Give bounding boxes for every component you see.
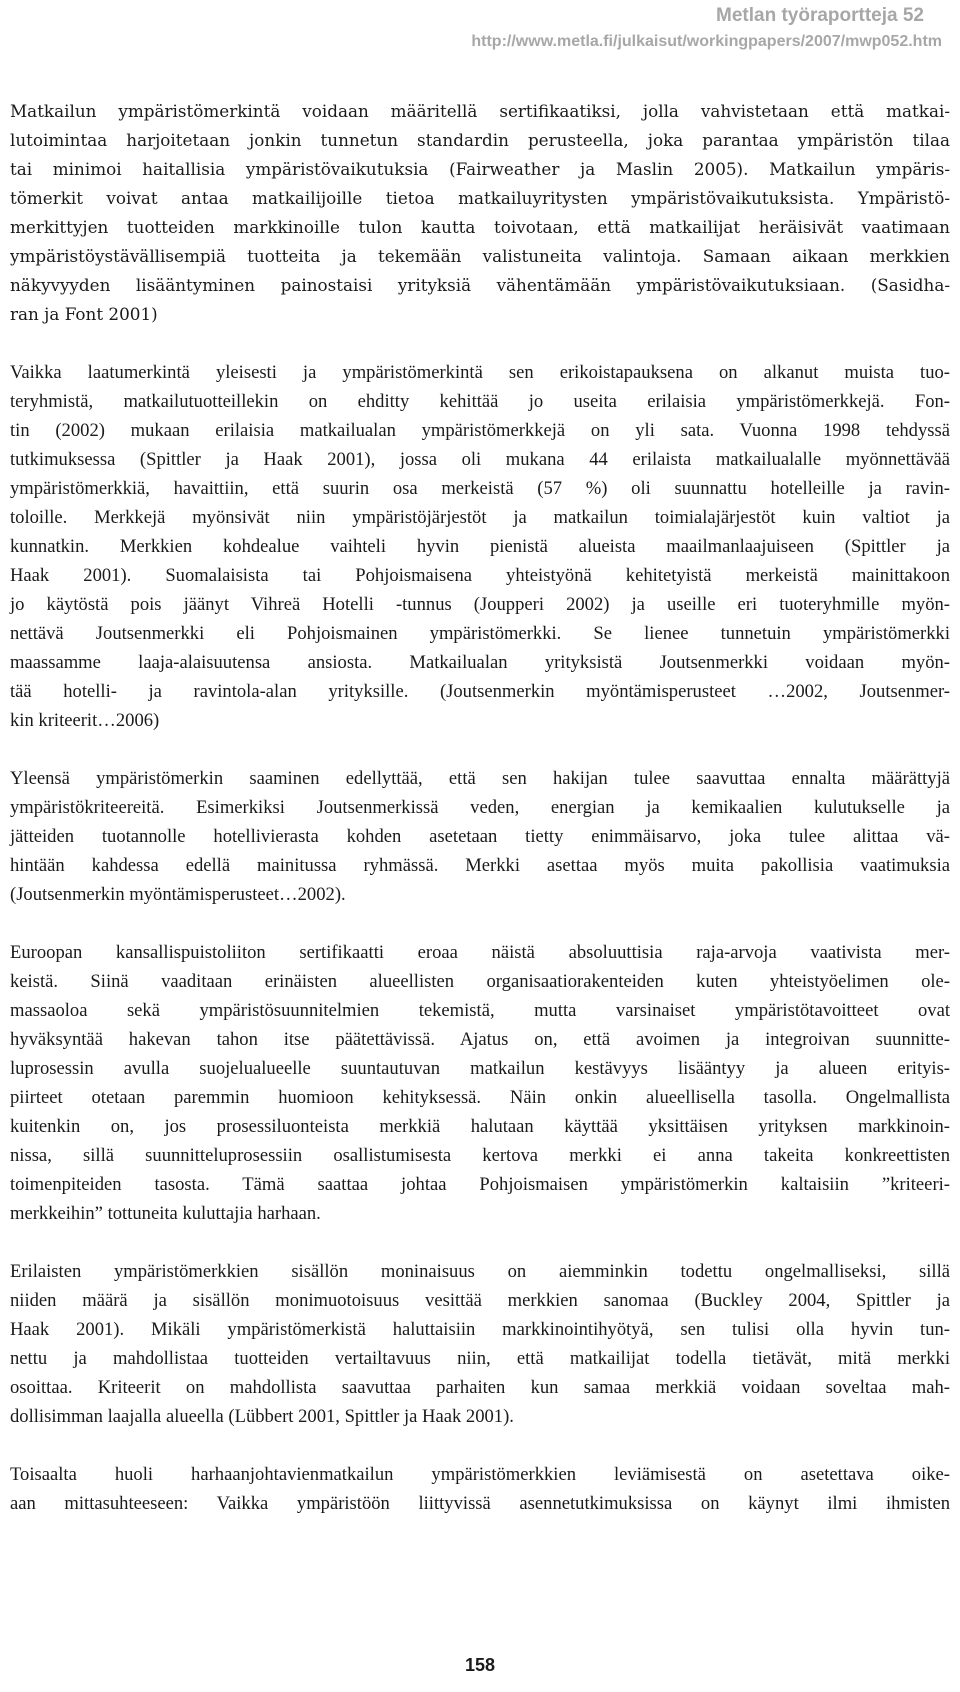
text-line: hintään kahdessa edellä mainitussa ryhmässä. Merkki asettaa myös muita pakollisia vaatimuksia xyxy=(10,855,950,876)
text-line: teryhmistä, matkailutuotteillekin on ehditty kehittää jo useita erilaisia ympäristömerkkejä. Fon- xyxy=(10,391,950,412)
text-line: kuitenkin on, jos prosessiluonteista merkkiä halutaan käyttää yksittäisen yrityksen markkinoin- xyxy=(10,1116,950,1137)
text-line: Haak 2001). Mikäli ympäristömerkistä haluttaisiin markkinointihyötyä, sen tulisi olla hyvin tun- xyxy=(10,1319,950,1340)
text-line: tin (2002) mukaan erilaisia matkailualan ympäristömerkkejä on yli sata. Vuonna 1998 tehdyssä xyxy=(10,420,950,441)
text-line: massaoloa sekä ympäristösuunnitelmien tekemistä, mutta varsinaiset ympäristötavoitteet ovat xyxy=(10,1000,950,1021)
paragraph-gap xyxy=(10,1228,950,1257)
text-line: ympäristöystävällisempiä tuotteita ja tekemään valistuneita valintoja. Samaan aikaan merkkien xyxy=(10,246,950,266)
paragraph-4 xyxy=(10,938,950,1228)
text-line: nissa, sillä suunnitteluprosessiin osallistumisesta kertova merkki ei anna takeita konkreettisten xyxy=(10,1145,950,1166)
text-line: Euroopan kansallispuistoliiton sertifikaatti eroaa näistä absoluuttisia raja-arvoja vaativista mer- xyxy=(10,942,950,963)
paragraph-3 xyxy=(10,764,950,909)
text-line: Yleensä ympäristömerkin saaminen edellyttää, että sen hakijan tulee saavuttaa ennalta määrättyjä xyxy=(10,768,950,789)
paragraph-5 xyxy=(10,1257,950,1431)
paragraph-1 xyxy=(10,97,950,329)
text-line: Erilaisten ympäristömerkkien sisällön moninaisuus on aiemminkin todettu ongelmalliseksi, sillä xyxy=(10,1261,950,1282)
text-line: piirteet otetaan paremmin huomioon kehityksessä. Näin onkin alueellisella tasolla. Ongelmallista xyxy=(10,1087,950,1108)
text-line: näkyvyyden lisääntyminen painostaisi yrityksiä vähentämään ympäristövaikutuksiaan. (Sasidha- xyxy=(10,275,950,295)
text-line: tää hotelli- ja ravintola-alan yrityksille. (Joutsenmerkin myöntämisperusteet …2002, Joutsenmer- xyxy=(10,681,950,702)
text-line: ympäristökriteereitä. Esimerkiksi Joutsenmerkissä veden, energian ja kemikaalien kulutukselle ja xyxy=(10,797,950,818)
text-line: tai minimoi haitallisia ympäristövaikutuksia (Fairweather ja Maslin 2005). Matkailun ympäris- xyxy=(10,159,950,179)
text-line: ympäristömerkkiä, havaittiin, että suurin osa merkeistä (57 %) oli suunnattu hotelleille ja ravin- xyxy=(10,478,950,499)
text-line: Toisaalta huoli harhaanjohtavienmatkailun ympäristömerkkien leviämisestä on asetettava oike- xyxy=(10,1464,950,1485)
text-line: keistä. Siinä vaaditaan erinäisten alueellisten organisaatiorakenteiden kuten yhteistyöelimen ole- xyxy=(10,971,950,992)
body-text xyxy=(10,97,950,1518)
text-line: niiden määrä ja sisällön monimuotoisuus vesittää merkkien sanomaa (Buckley 2004, Spittler ja xyxy=(10,1290,950,1311)
text-line: nettävä Joutsenmerkki eli Pohjoismainen ympäristömerkki. Se lienee tunnetuin ympäristömerkki xyxy=(10,623,950,644)
text-line: osoittaa. Kriteerit on mahdollista saavuttaa parhaiten kun samaa merkkiä voidaan soveltaa mah- xyxy=(10,1377,950,1398)
text-line: maassamme laaja-alaisuutensa ansiosta. Matkailualan yrityksistä Joutsenmerkki voidaan myön- xyxy=(10,652,950,673)
text-line: Vaikka laatumerkintä yleisesti ja ympäristömerkintä sen erikoistapauksena on alkanut muista tuo- xyxy=(10,362,950,383)
text-line: jätteiden tuotannolle hotellivierasta kohden asetetaan tietty enimmäisarvo, joka tulee alittaa vä- xyxy=(10,826,950,847)
paragraph-2 xyxy=(10,358,950,735)
text-line: tömerkit voivat antaa matkailijoille tietoa matkailuyritysten ympäristövaikutuksista. Ympäristö- xyxy=(10,188,950,208)
text-line: dollisimman laajalla alueella (Lübbert 2001, Spittler ja Haak 2001). xyxy=(10,1406,514,1427)
text-line: luprosessin avulla suojelualueelle suuntautuvan matkailun kestävyys lisääntyy ja alueen erityis- xyxy=(10,1058,950,1079)
text-line: nettu ja mahdollistaa tuotteiden vertailtavuus niin, että matkailijat todella tietävät, mitä merkki xyxy=(10,1348,950,1369)
paragraph-gap xyxy=(10,329,950,358)
text-line: merkittyjen tuotteiden markkinoille tulon kautta toivotaan, että matkailijat heräisivät vaatimaan xyxy=(10,217,950,237)
page-number: 158 xyxy=(464,1655,496,1675)
text-line: jo käytöstä pois jäänyt Vihreä Hotelli -tunnus (Joupperi 2002) ja useille eri tuoteryhmille myön- xyxy=(10,594,950,615)
text-line: (Joutsenmerkin myöntämisperusteet…2002). xyxy=(10,884,346,905)
text-line: kunnatkin. Merkkien kohdealue vaihteli hyvin pienistä alueista maailmanlaajuiseen (Spittler ja xyxy=(10,536,950,557)
text-line: kin kriteerit…2006) xyxy=(10,710,160,731)
text-line: Haak 2001). Suomalaisista tai Pohjoismaisena yhteistyönä kehitetyistä merkeistä mainittakoon xyxy=(10,565,950,586)
text-line: toimenpiteiden tasosta. Tämä saattaa johtaa Pohjoismaisen ympäristömerkin kaltaisiin ”kriteeri- xyxy=(10,1174,950,1195)
text-line: toloille. Merkkejä myönsivät niin ympäristöjärjestöt ja matkailun toimialajärjestöt kuin valtiot ja xyxy=(10,507,950,528)
text-line: hyväksyntää hakevan tahon itse päätettävissä. Ajatus on, että avoimen ja integroivan suunnitte- xyxy=(10,1029,950,1050)
text-line: aan mittasuhteeseen: Vaikka ympäristöön liittyvissä asennetutkimuksissa on käynyt ilmi ihmisten xyxy=(10,1493,950,1514)
publication-url[interactable]: http://www.metla.fi/julkaisut/workingpapers/2007/mwp052.htm xyxy=(471,33,942,50)
text-line: Matkailun ympäristömerkintä voidaan määritellä sertifikaatiksi, jolla vahvistetaan että matkai- xyxy=(10,101,950,121)
text-line: ran ja Font 2001) xyxy=(10,304,158,324)
text-line: tutkimuksessa (Spittler ja Haak 2001), jossa oli mukana 44 erilaista matkailualalle myönnettävää xyxy=(10,449,950,470)
paragraph-gap xyxy=(10,909,950,938)
series-title: Metlan työraportteja 52 xyxy=(716,5,924,26)
paragraph-gap xyxy=(10,1431,950,1460)
text-line: merkkeihin” tottuneita kuluttajia harhaan. xyxy=(10,1203,321,1224)
paragraph-6 xyxy=(10,1460,950,1518)
page-header xyxy=(471,4,942,52)
text-line: lutoimintaa harjoitetaan jonkin tunnetun standardin perusteella, joka parantaa ympäristön tilaa xyxy=(10,130,950,150)
paragraph-gap xyxy=(10,735,950,764)
